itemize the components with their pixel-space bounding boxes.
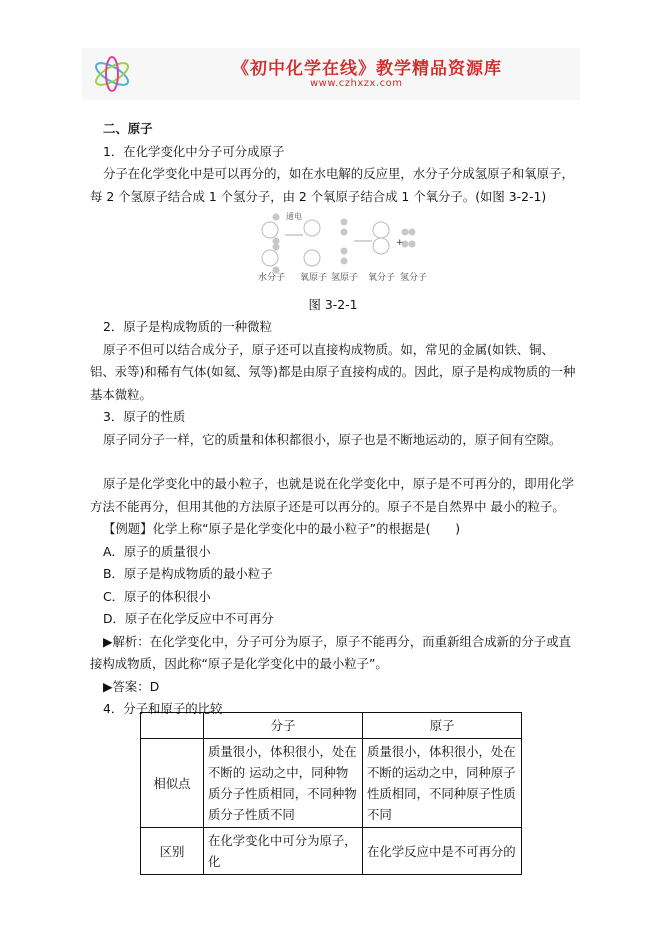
example-answer: ▶答案：D xyxy=(103,678,160,694)
figure-label-oxygen-atom: 氧原子 xyxy=(300,273,328,283)
arrow-label: 通电 xyxy=(286,212,302,221)
figure-label-water-molecule: 水分子 xyxy=(258,273,286,283)
table-row xyxy=(141,739,522,828)
table-row xyxy=(141,828,522,875)
option-d: D．原子在化学反应中不可再分 xyxy=(103,611,274,626)
figure-label-hydrogen-molecule: 氢分子 xyxy=(400,273,428,283)
comparison-table xyxy=(140,712,522,875)
section-heading: 二、原子 xyxy=(103,121,153,136)
table-cell: 相似点 xyxy=(141,739,204,828)
table-header-cell: 分子 xyxy=(204,713,363,739)
option-a: A．原子的质量很小 xyxy=(103,543,211,559)
subsection-3-text-2: 原子是化学变化中的最小粒子，也就是说在化学变化中，原子是不可再分的，即用化学方法不能再分，但用其他的方法原子还是可以再分的。原子不是自然界中 最小的粒子。 xyxy=(90,476,574,514)
example-analysis: ▶解析：在化学变化中，分子可分为原子，原子不能再分，而重新组合成新的分子或直接构成物质，因此称“原子是化学变化中的最小粒子”。 xyxy=(90,633,571,671)
example-question: 【例题】化学上称“原子是化学变化中的最小粒子”的根据是( ) xyxy=(103,521,461,536)
subsection-4-title: 4．分子和原子的比较 xyxy=(103,701,223,716)
table-header-cell: 原子 xyxy=(363,713,522,739)
banner-url: www.czhxzx.com xyxy=(310,78,403,89)
table-cell: 质量很小，体积很小，处在不断的 运动之中，同种物质分子性质相同，不同种物质分子性质不同 xyxy=(204,739,363,828)
figure-label-hydrogen-atom: 氢原子 xyxy=(331,273,359,283)
subsection-1-title: 1．在化学变化中分子可分成原子 xyxy=(103,143,285,159)
table-cell: 区别 xyxy=(141,828,204,875)
table-header-cell xyxy=(141,713,204,739)
figure-label-oxygen-molecule: 氧分子 xyxy=(368,273,396,283)
table-cell: 在化学反应中是不可再分的 xyxy=(363,828,522,875)
subsection-3-title: 3．原子的性质 xyxy=(103,409,186,424)
figure-water-electrolysis xyxy=(90,208,576,294)
subsection-1-text: 分子在化学变化中是可以再分的，如在水电解的反应里，水分子分成氢原子和氧原子，每 2 个氢原子结合成 1 个氢分子，由 2 个氧原子结合成 1 个氧分子。(如图 3-2-1) xyxy=(90,166,574,204)
subsection-2-text: 原子不但可以结合成分子，原子还可以直接构成物质。如，常见的金属(如铁、铜、铝、汞等)和稀有气体(如氦、氖等)都是由原子直接构成的。因此，原子是构成物质的一种基本微粒。 xyxy=(90,341,576,402)
table-cell: 在化学变化中可分为原子，化 xyxy=(204,828,363,875)
banner-title: 《初中化学在线》教学精品资源库 xyxy=(232,59,502,79)
header-banner xyxy=(82,48,580,100)
document-body xyxy=(90,118,576,721)
figure-caption: 图 3-2-1 xyxy=(308,297,358,312)
subsection-2-title: 2．原子是构成物质的一种微粒 xyxy=(103,319,272,334)
subsection-3-text: 原子同分子一样，它的质量和体积都很小，原子也是不断地运动的，原子间有空隙。 xyxy=(103,431,562,447)
atom-logo-icon xyxy=(90,54,134,94)
table-cell: 质量很小，体积很小，处在不断的运动之中，同种原子性质相同，不同种原子性质不同 xyxy=(363,739,522,828)
table-header-row xyxy=(141,713,522,739)
option-b: B．原子是构成物质的最小粒子 xyxy=(103,566,273,581)
option-c: C．原子的体积很小 xyxy=(103,588,211,604)
svg-text:+: + xyxy=(396,238,404,248)
